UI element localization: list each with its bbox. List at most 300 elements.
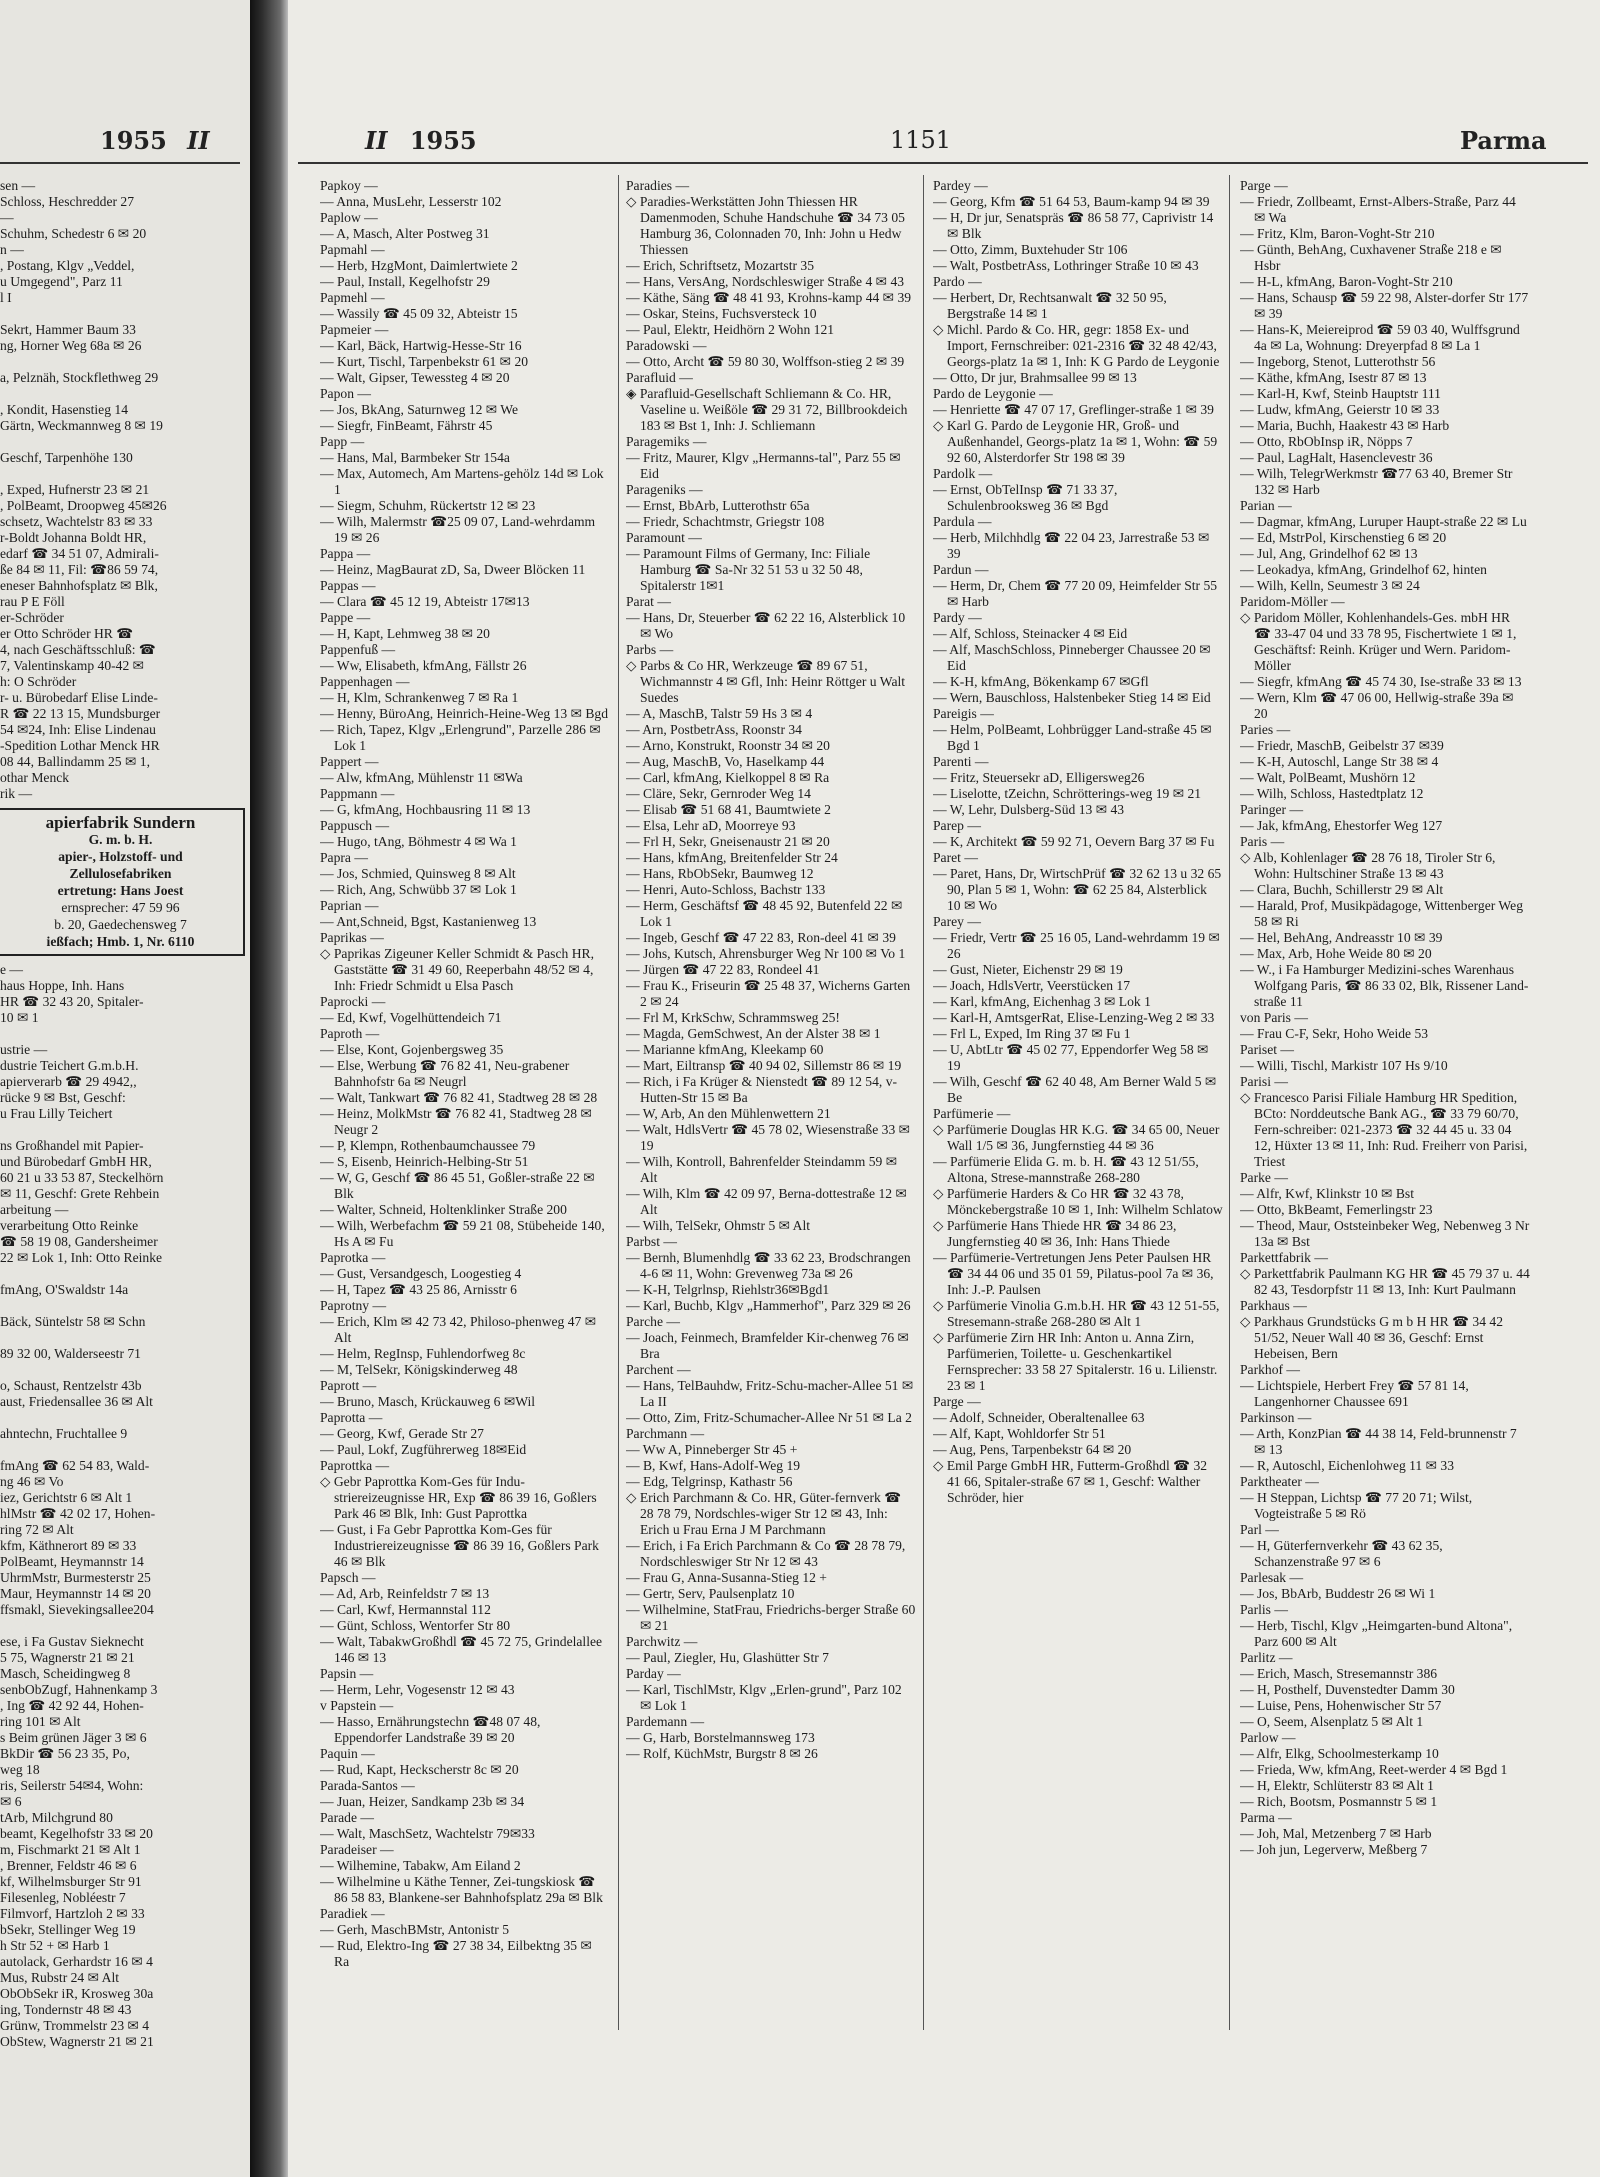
directory-entry: — H, Güterfernverkehr ☎ 43 62 35, Schanzenstraße 97 ✉ 6 <box>1240 1538 1443 1569</box>
directory-entry: — Helm, PolBeamt, Lohbrügger Land-straße 45 ✉ Bgd 1 <box>933 722 1212 753</box>
prev-page-line: 22 ✉ Lok 1, Inh: Otto Reinke <box>0 1250 163 1265</box>
directory-entry: — Joh jun, Legerverw, Meßberg 7 <box>1240 1842 1428 1857</box>
directory-entry: — P, Klempn, Rothenbaumchaussee 79 <box>320 1138 536 1153</box>
surname-heading: Papmehl — <box>320 290 385 305</box>
prev-page-line: , PolBeamt, Droopweg 45✉26 <box>0 498 167 513</box>
surname-heading: Parada-Santos — <box>320 1778 415 1793</box>
ad-line-7: b. 20, Gaedechensweg 7 <box>54 917 187 932</box>
prev-page-line: HR ☎ 32 43 20, Spitaler- <box>0 994 144 1009</box>
surname-heading: Parisi — <box>1240 1074 1288 1089</box>
column-separator <box>923 175 924 2030</box>
directory-entry: ◇ Francesco Parisi Filiale Hamburg HR Spedition, BCto: Norddeutsche Bank AG., ☎ 33 79 60/70, Fern-schreiber: 021-2373 ☎ 32 44 45 u. 33 04 12, Hüxter 13 ✉ 11, Inh: Rud. Freiherr von Parisi, Triest <box>1240 1090 1528 1169</box>
prev-page-line: ObObSekr iR, Krosweg 30a <box>0 1986 154 2001</box>
surname-heading: Paramount — <box>626 530 702 545</box>
prev-page-line <box>0 1330 245 1346</box>
prev-page-line: verarbeitung Otto Reinke <box>0 1218 139 1233</box>
surname-heading: Pardemann — <box>626 1714 705 1729</box>
surname-heading: Parbs — <box>626 642 674 657</box>
directory-entry: — Paul, Lokf, Zugführerweg 18✉Eid <box>320 1442 527 1457</box>
prev-page-line: Bäck, Süntelstr 58 ✉ Schn <box>0 1314 146 1329</box>
prev-page-line: ObStew, Wagnerstr 21 ✉ 21 <box>0 2034 154 2049</box>
prev-page-line: ße 84 ✉ 11, Fil: ☎86 59 74, <box>0 562 159 577</box>
prev-header-rule <box>0 162 240 164</box>
directory-entry: — Edg, Telgrinsp, Kathastr 56 <box>626 1474 793 1489</box>
directory-entry: — Walt, TabakwGroßhdl ☎ 45 72 75, Grindelallee 146 ✉ 13 <box>320 1634 603 1665</box>
directory-entry: — Juan, Heizer, Sandkamp 23b ✉ 34 <box>320 1794 525 1809</box>
prev-page-line: arbeitung — <box>0 1202 69 1217</box>
directory-entry: — A, MaschB, Talstr 59 Hs 3 ✉ 4 <box>626 706 813 721</box>
prev-header-year: 1955 <box>100 126 167 155</box>
directory-entry: — Elisab ☎ 51 68 41, Baumtwiete 2 <box>626 802 831 817</box>
directory-entry: — H, Dr jur, Senatspräs ☎ 86 58 77, Caprivistr 14 ✉ Blk <box>933 210 1214 241</box>
prev-page-line: o, Schaust, Rentzelstr 43b <box>0 1378 142 1393</box>
surname-heading: Parafluid — <box>626 370 693 385</box>
directory-entry: — Joach, HdlsVertr, Veerstücken 17 <box>933 978 1131 993</box>
surname-heading: Parkinson — <box>1240 1410 1312 1425</box>
directory-entry: — Heinz, MagBaurat zD, Sa, Dweer Blöcken 11 <box>320 562 586 577</box>
directory-entry: — Dagmar, kfmAng, Luruper Haupt-straße 22 ✉ Lu <box>1240 514 1527 529</box>
directory-entry: ◇ Michl. Pardo & Co. HR, gegr: 1858 Ex- und Import, Fernschreiber: 021-2316 ☎ 32 48 42/43, Georgs-platz 1a ✉ 1, Inh: K G Pardo de Leygonie <box>933 322 1220 369</box>
directory-entry: — Hans, Dr, Steuerber ☎ 62 22 16, Alsterblick 10 ✉ Wo <box>626 610 906 641</box>
directory-entry: — Carl, Kwf, Hermannstal 112 <box>320 1602 491 1617</box>
directory-entry: ◇ Parfümerie Vinolia G.m.b.H. HR ☎ 43 12 51-55, Stresemann-straße 268-280 ✉ Alt 1 <box>933 1298 1220 1329</box>
surname-heading: Pappusch — <box>320 818 390 833</box>
directory-entry: — K-H, kfmAng, Bökenkamp 67 ✉Gfl <box>933 674 1149 689</box>
directory-entry: — Friedr, Vertr ☎ 25 16 05, Land-wehrdamm 19 ✉ 26 <box>933 930 1220 961</box>
directory-entry: — K-H, Telgrlnsp, Riehlstr36✉Bgd1 <box>626 1282 830 1297</box>
surname-heading: Parke — <box>1240 1170 1288 1185</box>
surname-heading: Paret — <box>933 850 978 865</box>
prev-page-line: eneser Bahnhofsplatz ✉ Blk, <box>0 578 158 593</box>
directory-entry: — Siegfr, FinBeamt, Fährstr 45 <box>320 418 493 433</box>
directory-entry: — Paul, Install, Kegelhofstr 29 <box>320 274 490 289</box>
surname-heading: Parageniks — <box>626 482 703 497</box>
surname-heading: Paringer — <box>1240 802 1304 817</box>
directory-entry: — Friedr, MaschB, Geibelstr 37 ✉39 <box>1240 738 1444 753</box>
directory-entry: — Hans, TelBauhdw, Fritz-Schu-macher-Allee 51 ✉ La II <box>626 1378 914 1409</box>
directory-entry: — Anna, MusLehr, Lesserstr 102 <box>320 194 502 209</box>
prev-page-line: , Kondit, Hasenstieg 14 <box>0 402 128 417</box>
directory-entry: — Arno, Konstrukt, Roonstr 34 ✉ 20 <box>626 738 830 753</box>
surname-heading: Paries — <box>1240 722 1291 737</box>
directory-entry: — Otto, Dr jur, Brahmsallee 99 ✉ 13 <box>933 370 1137 385</box>
surname-heading: Parkhaus — <box>1240 1298 1307 1313</box>
column-separator <box>1229 175 1230 2030</box>
surname-heading: Parchwitz — <box>626 1634 698 1649</box>
directory-entry: — Wilhelmine, StatFrau, Friedrichs-berger Straße 60 ✉ 21 <box>626 1602 916 1633</box>
directory-entry: — S, Eisenb, Heinrich-Helbing-Str 51 <box>320 1154 529 1169</box>
directory-entry: — Kurt, Tischl, Tarpenbekstr 61 ✉ 20 <box>320 354 529 369</box>
directory-entry: — Otto, BkBeamt, Femerlingstr 23 <box>1240 1202 1433 1217</box>
directory-entry: — Wilh, Kelln, Seumestr 3 ✉ 24 <box>1240 578 1420 593</box>
directory-entry: — Joh, Mal, Metzenberg 7 ✉ Harb <box>1240 1826 1432 1841</box>
surname-heading: v Papstein — <box>320 1698 394 1713</box>
directory-entry: — Fritz, Klm, Baron-Voght-Str 210 <box>1240 226 1435 241</box>
directory-entry: — Leokadya, kfmAng, Grindelhof 62, hinten <box>1240 562 1487 577</box>
surname-heading: Paprotka — <box>320 1250 386 1265</box>
directory-entry: — Ingeborg, Stenot, Lutterothstr 56 <box>1240 354 1436 369</box>
surname-heading: Pappas — <box>320 578 376 593</box>
directory-entry: — Herm, Lehr, Vogesenstr 12 ✉ 43 <box>320 1682 515 1697</box>
surname-heading: Parat — <box>626 594 671 609</box>
prev-page-line: ns Großhandel mit Papier- <box>0 1138 144 1153</box>
directory-entry: — Bruno, Masch, Krückauweg 6 ✉Wil <box>320 1394 536 1409</box>
directory-entry: ◇ Paradies-Werkstätten John Thiessen HR Damenmoden, Schuhe Handschuhe ☎ 34 73 05 Hamburg 36, Colonnaden 70, Inh: John u Hedw Thiessen <box>626 194 905 257</box>
prev-page-line: ✉ 6 <box>0 1794 22 1809</box>
surname-heading: Parktheater — <box>1240 1474 1319 1489</box>
directory-entry: — Wilh, Kontroll, Bahrenfelder Steindamm 59 ✉ Alt <box>626 1154 898 1185</box>
surname-heading: Paplow — <box>320 210 378 225</box>
prev-page-line: Maur, Heymannstr 14 ✉ 20 <box>0 1586 151 1601</box>
directory-entry: — Walt, MaschSetz, Wachtelstr 79✉33 <box>320 1826 535 1841</box>
directory-entry: — Alfr, Elkg, Schoolmesterkamp 10 <box>1240 1746 1439 1761</box>
prev-page-line: 08 44, Ballindamm 25 ✉ 1, <box>0 754 150 769</box>
ad-line-3: apier-, Holzstoff- und <box>58 849 183 864</box>
prev-page-line: h Str 52 + ✉ Harb 1 <box>0 1938 110 1953</box>
prev-page-line: und Bürobedarf GmbH HR, <box>0 1154 152 1169</box>
directory-entry: — Herbert, Dr, Rechtsanwalt ☎ 32 50 95, Bergstraße 14 ✉ 1 <box>933 290 1167 321</box>
prev-page-line: , Exped, Hufnerstr 23 ✉ 21 <box>0 482 150 497</box>
directory-entry: — Mart, Eiltransp ☎ 40 94 02, Sillemstr 86 ✉ 19 <box>626 1058 902 1073</box>
prev-page-line <box>0 1122 245 1138</box>
directory-entry: — Hugo, tAng, Böhmestr 4 ✉ Wa 1 <box>320 834 517 849</box>
prev-page-line: Geschf, Tarpenhöhe 130 <box>0 450 133 465</box>
surname-heading: Parbst — <box>626 1234 677 1249</box>
directory-entry: ◇ Parfümerie Hans Thiede HR ☎ 34 86 23, Jungfernstieg 40 ✉ 36, Inh: Hans Thiede <box>933 1218 1177 1249</box>
directory-entry: — Rich, Tapez, Klgv „Erlengrund", Parzelle 286 ✉ Lok 1 <box>320 722 601 753</box>
prev-page-line: Mus, Rubstr 24 ✉ Alt <box>0 1970 120 1985</box>
surname-heading: Paradies — <box>626 178 690 193</box>
surname-heading: Paradiek — <box>320 1906 385 1921</box>
prev-page-line: 5 75, Wagnerstr 21 ✉ 21 <box>0 1650 135 1665</box>
directory-entry: — G, Harb, Borstelmannsweg 173 <box>626 1730 815 1745</box>
prev-page-line: — <box>0 210 14 225</box>
surname-heading: Paprikas — <box>320 930 384 945</box>
prev-page-line: ese, i Fa Gustav Sieknecht <box>0 1634 144 1649</box>
directory-entry: — Alf, Schloss, Steinacker 4 ✉ Eid <box>933 626 1128 641</box>
prev-page-line: -Spedition Lothar Menck HR <box>0 738 160 753</box>
surname-heading: Parl — <box>1240 1522 1279 1537</box>
directory-entry: — Clara, Buchh, Schillerstr 29 ✉ Alt <box>1240 882 1444 897</box>
prev-page-line: rau P E Föll <box>0 594 65 609</box>
ad-line-5: ertretung: Hans Joest <box>57 883 184 898</box>
directory-entry: ◇ Parbs & Co HR, Werkzeuge ☎ 89 67 51, Wichmannstr 4 ✉ Gfl, Inh: Heinr Röttger u Walt Suedes <box>626 658 906 705</box>
surname-heading: Parlitz — <box>1240 1650 1293 1665</box>
prev-page-line: dustrie Teichert G.m.b.H. <box>0 1058 139 1073</box>
surname-heading: Pardun — <box>933 562 989 577</box>
prev-page-line: 89 32 00, Walderseestr 71 <box>0 1346 141 1361</box>
prev-page-line: senbObZugf, Hahnenkamp 3 <box>0 1682 158 1697</box>
directory-entry: — Max, Arb, Hohe Weide 80 ✉ 20 <box>1240 946 1432 961</box>
directory-entry: — Herb, HzgMont, Daimlertwiete 2 <box>320 258 518 273</box>
prev-page-line: weg 18 <box>0 1762 40 1777</box>
directory-entry: — R, Autoschl, Eichenlohweg 11 ✉ 33 <box>1240 1458 1455 1473</box>
directory-entry: — Walt, PostbetrAss, Lothringer Straße 10 ✉ 43 <box>933 258 1199 273</box>
directory-entry: — Herb, Tischl, Klgv „Heimgarten-bund Altona", Parz 600 ✉ Alt <box>1240 1618 1513 1649</box>
directory-entry: — Rud, Kapt, Heckscherstr 8c ✉ 20 <box>320 1762 519 1777</box>
surname-heading: Paprott — <box>320 1378 377 1393</box>
header-year: 1955 <box>409 126 477 155</box>
prev-page-column <box>0 178 245 2138</box>
prev-page-line: PolBeamt, Heymannstr 14 <box>0 1554 144 1569</box>
prev-page-line: Schuhm, Schedestr 6 ✉ 20 <box>0 226 147 241</box>
directory-entry: — Karl, kfmAng, Eichenhag 3 ✉ Lok 1 <box>933 994 1151 1009</box>
directory-entry: — Erich, Masch, Stresemannstr 386 <box>1240 1666 1438 1681</box>
surname-heading: Pappert — <box>320 754 379 769</box>
directory-entry: — U, AbtLtr ☎ 45 02 77, Eppendorfer Weg 58 ✉ 19 <box>933 1042 1209 1073</box>
directory-entry: — Parfümerie Elida G. m. b. H. ☎ 43 12 51/55, Altona, Strese-mannstraße 268-280 <box>933 1154 1199 1185</box>
surname-heading: Pappenfuß — <box>320 642 396 657</box>
surname-heading: Pareigis — <box>933 706 994 721</box>
surname-heading: Papmeier — <box>320 322 389 337</box>
surname-heading: Pappe — <box>320 610 371 625</box>
prev-page-line: ☎ 58 19 08, Gandersheimer <box>0 1234 158 1249</box>
surname-heading: Parkettfabrik — <box>1240 1250 1328 1265</box>
directory-entry: — Jürgen ☎ 47 22 83, Rondeel 41 <box>626 962 820 977</box>
prev-page-line: h: O Schröder <box>0 674 77 689</box>
directory-entry: — Wilh, Malermstr ☎25 09 07, Land-wehrdamm 19 ✉ 26 <box>320 514 596 545</box>
prev-page-line: sen — <box>0 178 36 193</box>
prev-page-line: r-Boldt Johanna Boldt HR, <box>0 530 147 545</box>
surname-heading: Parlis — <box>1240 1602 1288 1617</box>
prev-page-line: 7, Valentinskamp 40-42 ✉ <box>0 658 145 673</box>
directory-entry: — Ingeb, Geschf ☎ 47 22 83, Ron-deel 41 ✉ 39 <box>626 930 896 945</box>
prev-page-line: m, Fischmarkt 21 ✉ Alt 1 <box>0 1842 141 1857</box>
prev-page-line: u Frau Lilly Teichert <box>0 1106 113 1121</box>
prev-page-line: ing, Tondernstr 48 ✉ 43 <box>0 2002 132 2017</box>
surname-heading: Pariset — <box>1240 1042 1294 1057</box>
directory-entry: — Ernst, ObTelInsp ☎ 71 33 37, Schulenbrooksweg 36 ✉ Bgd <box>933 482 1118 513</box>
directory-entry: ◇ Parfümerie Douglas HR K.G. ☎ 34 65 00, Neuer Wall 1/5 ✉ 36, Jungfernstieg 44 ✉ 36 <box>933 1122 1220 1153</box>
prev-page-line: schsetz, Wachtelstr 83 ✉ 33 <box>0 514 153 529</box>
prev-page-line: R ☎ 22 13 15, Mundsburger <box>0 706 161 721</box>
directory-entry: — Jos, Schmied, Quinsweg 8 ✉ Alt <box>320 866 516 881</box>
surname-heading: Paprian — <box>320 898 379 913</box>
directory-entry: — Wilh, Geschf ☎ 62 40 48, Am Berner Wald 5 ✉ Be <box>933 1074 1217 1105</box>
directory-entry: — M, TelSekr, Königskinderweg 48 <box>320 1362 518 1377</box>
directory-entry: — Siegfr, kfmAng ☎ 45 74 30, Ise-straße 33 ✉ 13 <box>1240 674 1522 689</box>
directory-entry: — Jos, BkAng, Saturnweg 12 ✉ We <box>320 402 519 417</box>
surname-heading: Parade — <box>320 1810 374 1825</box>
surname-heading: von Paris — <box>1240 1010 1308 1025</box>
surname-heading: Papsin — <box>320 1666 374 1681</box>
prev-page-line: Filesenleg, Nobléestr 7 <box>0 1890 126 1905</box>
directory-entry: — Gust, Nieter, Eichenstr 29 ✉ 19 <box>933 962 1123 977</box>
directory-entry: — Herm, Dr, Chem ☎ 77 20 09, Heimfelder Str 55 ✉ Harb <box>933 578 1218 609</box>
directory-entry: — Harald, Prof, Musikpädagoge, Wittenberger Weg 58 ✉ Ri <box>1240 898 1524 929</box>
directory-entry: — Hans, kfmAng, Breitenfelder Str 24 <box>626 850 838 865</box>
directory-entry: ◇ Karl G. Pardo de Leygonie HR, Groß- und Außenhandel, Georgs-platz 1a ✉ 1, Wohn: ☎ 59 92 60, Alsterdorfer Str 198 ✉ 39 <box>933 418 1218 465</box>
directory-entry: — Heinz, MolkMstr ☎ 76 82 41, Stadtweg 28 ✉ Neugr 2 <box>320 1106 592 1137</box>
prev-page-line: , Postang, Klgv „Veddel, <box>0 258 135 273</box>
prev-page-line <box>0 354 245 370</box>
directory-entry: — Arn, PostbetrAss, Roonstr 34 <box>626 722 802 737</box>
surname-heading: Parchent — <box>626 1362 691 1377</box>
prev-page-line: 10 ✉ 1 <box>0 1010 39 1025</box>
directory-entry: — Joach, Feinmech, Bramfelder Kir-chenweg 76 ✉ Bra <box>626 1330 909 1361</box>
ad-line-6: ernsprecher: 47 59 96 <box>61 900 180 915</box>
surname-heading: Papra — <box>320 850 368 865</box>
directory-entry: — Clara ☎ 45 12 19, Abteistr 17✉13 <box>320 594 530 609</box>
directory-entry: — H, Tapez ☎ 43 25 86, Arnisstr 6 <box>320 1282 517 1297</box>
directory-entry: — Gerh, MaschBMstr, Antonistr 5 <box>320 1922 510 1937</box>
directory-entry: — Wilh, TelSekr, Ohmstr 5 ✉ Alt <box>626 1218 811 1233</box>
surname-heading: Paprotta — <box>320 1410 383 1425</box>
directory-entry: — Georg, Kfm ☎ 51 64 53, Baum-kamp 94 ✉ 39 <box>933 194 1210 209</box>
directory-entry: — H, Klm, Schrankenweg 7 ✉ Ra 1 <box>320 690 519 705</box>
directory-entry: — Erich, Schriftsetz, Mozartstr 35 <box>626 258 814 273</box>
directory-entry: — Fritz, Steuersekr aD, Elligersweg26 <box>933 770 1145 785</box>
surname-heading: Parge — <box>933 1394 981 1409</box>
prev-page-line <box>0 306 245 322</box>
surname-heading: Pardolk — <box>933 466 993 481</box>
directory-entry: — Erich, Klm ✉ 42 73 42, Philoso-phenweg 47 ✉ Alt <box>320 1314 597 1345</box>
prev-page-line: er-Schröder <box>0 610 64 625</box>
directory-entry: — Luise, Pens, Hohenwischer Str 57 <box>1240 1698 1442 1713</box>
directory-entry: — Maria, Buchh, Haakestr 43 ✉ Harb <box>1240 418 1450 433</box>
directory-entry: — Herb, Milchhdlg ☎ 22 04 23, Jarrestraße 53 ✉ 39 <box>933 530 1210 561</box>
prev-page-line <box>0 434 245 450</box>
directory-page <box>290 0 1600 2177</box>
prev-page-line: a, Pelznäh, Stockflethweg 29 <box>0 370 159 385</box>
directory-entry: — Ww, Elisabeth, kfmAng, Fällstr 26 <box>320 658 527 673</box>
page-header-left <box>365 126 477 155</box>
surname-heading: Paproth — <box>320 1026 380 1041</box>
directory-entry: — Bernh, Blumenhdlg ☎ 33 62 23, Brodschrangen 4-6 ✉ 11, Wohn: Grevenweg 73a ✉ 26 <box>626 1250 911 1281</box>
directory-entry: — Henri, Auto-Schloss, Bachstr 133 <box>626 882 826 897</box>
prev-page-line: ng, Horner Weg 68a ✉ 26 <box>0 338 142 353</box>
directory-entry: — Ww A, Pinneberger Str 45 + <box>626 1442 798 1457</box>
directory-entry: — Otto, RbObInsp iR, Nöpps 7 <box>1240 434 1413 449</box>
directory-entry: — Frau G, Anna-Susanna-Stieg 12 + <box>626 1570 827 1585</box>
directory-entry: — Wern, Bauschloss, Halstenbeker Stieg 14 ✉ Eid <box>933 690 1211 705</box>
prev-page-line: BkDir ☎ 56 23 35, Po, <box>0 1746 130 1761</box>
surname-heading: Paradeiser — <box>320 1842 394 1857</box>
prev-page-line <box>0 1362 245 1378</box>
prev-page-line <box>0 1442 245 1458</box>
prev-page-line: e — <box>0 962 24 977</box>
directory-entry: — Walt, HdlsVertr ☎ 45 78 02, Wiesenstraße 33 ✉ 19 <box>626 1122 911 1153</box>
directory-entry: ◇ Parkettfabrik Paulmann KG HR ☎ 45 79 37 u. 44 82 43, Tesdorpfstr 11 ✉ 13, Inh: Kurt Paulmann <box>1240 1266 1530 1297</box>
directory-entry: — Wilh, Klm ☎ 42 09 97, Berna-dottestraße 12 ✉ Alt <box>626 1186 907 1217</box>
directory-entry: — Liselotte, tZeichn, Schrötterings-weg 19 ✉ 21 <box>933 786 1202 801</box>
directory-entry: — Frl L, Exped, Im Ring 37 ✉ Fu 1 <box>933 1026 1131 1041</box>
prev-page-line: Schloss, Heschredder 27 <box>0 194 135 209</box>
directory-entry: — Karl, Buchb, Klgv „Hammerhof", Parz 329 ✉ 26 <box>626 1298 911 1313</box>
surname-heading: Papkoy — <box>320 178 378 193</box>
directory-entry: — Frau C-F, Sekr, Hoho Weide 53 <box>1240 1026 1429 1041</box>
directory-entry: ◇ Erich Parchmann & Co. HR, Güter-fernverk ☎ 28 78 79, Nordschles-wiger Str 12 ✉ 43, Inh: Erich u Frau Erna J M Parchmann <box>626 1490 902 1537</box>
prev-page-line <box>0 1298 245 1314</box>
previous-page <box>0 0 250 2177</box>
prev-page-line: ris, Seilerstr 54✉4, Wohn: <box>0 1778 144 1793</box>
directory-entry: — Jak, kfmAng, Ehestorfer Weg 127 <box>1240 818 1443 833</box>
directory-entry: — Lichtspiele, Herbert Frey ☎ 57 81 14, Langenhorner Chaussee 691 <box>1240 1378 1469 1409</box>
prev-page-line: l I <box>0 290 12 305</box>
surname-heading: Parma — <box>1240 1810 1292 1825</box>
directory-entry: — G, kfmAng, Hochbausring 11 ✉ 13 <box>320 802 531 817</box>
directory-entry: — Käthe, kfmAng, Isestr 87 ✉ 13 <box>1240 370 1427 385</box>
directory-entry: — Paul, Elektr, Heidhörn 2 Wohn 121 <box>626 322 835 337</box>
surname-heading: Parfümerie — <box>933 1106 1011 1121</box>
surname-heading: Parge — <box>1240 178 1288 193</box>
surname-heading: Parenti — <box>933 754 989 769</box>
prev-page-line: Sekrt, Hammer Baum 33 <box>0 322 136 337</box>
directory-entry: — Aug, Pens, Tarpenbekstr 64 ✉ 20 <box>933 1442 1132 1457</box>
prev-page-line: ring 101 ✉ Alt <box>0 1714 81 1729</box>
prev-page-line: fmAng ☎ 62 54 83, Wald- <box>0 1458 150 1473</box>
prev-page-line: 4, nach Geschäftsschluß: ☎ <box>0 642 156 657</box>
directory-entry: — Ernst, BbArb, Lutterothstr 65a <box>626 498 810 513</box>
surname-heading: Pardo de Leygonie — <box>933 386 1053 401</box>
directory-entry: — Alf, MaschSchloss, Pinneberger Chaussee 20 ✉ Eid <box>933 642 1211 673</box>
prev-page-line <box>0 1410 245 1426</box>
directory-entry: — Wilh, TelegrWerkmstr ☎77 63 40, Bremer Str 132 ✉ Harb <box>1240 466 1513 497</box>
prev-page-line <box>0 1026 245 1042</box>
directory-entry: — Adolf, Schneider, Oberaltenallee 63 <box>933 1410 1145 1425</box>
directory-entry: — Alfr, Kwf, Klinkstr 10 ✉ Bst <box>1240 1186 1414 1201</box>
column-4 <box>1240 178 1530 2138</box>
surname-heading: Paquin — <box>320 1746 375 1761</box>
prev-page-line: ustrie — <box>0 1042 48 1057</box>
directory-entry: — Magda, GemSchwest, An der Alster 38 ✉ 1 <box>626 1026 881 1041</box>
prev-page-line: ahntechn, Fruchtallee 9 <box>0 1426 128 1441</box>
surname-heading: Parey — <box>933 914 981 929</box>
directory-entry: — Georg, Kwf, Gerade Str 27 <box>320 1426 484 1441</box>
column-1 <box>320 178 610 2138</box>
prev-lines-block-2 <box>0 962 245 2050</box>
directory-entry: — Günt, Schloss, Wentorfer Str 80 <box>320 1618 511 1633</box>
column-separator <box>618 175 619 2030</box>
prev-page-line: Gärtn, Weckmannweg 8 ✉ 19 <box>0 418 163 433</box>
prev-page-line: haus Hoppe, Inh. Hans <box>0 978 125 993</box>
directory-entry: — Walt, Gipser, Tewessteg 4 ✉ 20 <box>320 370 510 385</box>
directory-entry: — Wilh, Schloss, Hastedtplatz 12 <box>1240 786 1424 801</box>
surname-heading: Paridom-Möller — <box>1240 594 1345 609</box>
surname-heading: Pardula — <box>933 514 992 529</box>
directory-entry: — Rolf, KüchMstr, Burgstr 8 ✉ 26 <box>626 1746 818 1761</box>
surname-heading: Paragemiks — <box>626 434 707 449</box>
directory-entry: — Käthe, Säng ☎ 48 41 93, Krohns-kamp 44 ✉ 39 <box>626 290 912 305</box>
ad-line-4: Zellulosefabriken <box>69 866 172 881</box>
running-head: Parma <box>1460 126 1547 155</box>
directory-entry: — Fritz, Maurer, Klgv „Hermanns-tal", Parz 55 ✉ Eid <box>626 450 901 481</box>
prev-page-advertisement <box>0 808 245 956</box>
directory-entry: ◇ Paridom Möller, Kohlenhandels-Ges. mbH HR ☎ 33-47 04 und 33 78 95, Fischertwiete 1 ✉ 1, Geschäftsf: Reinh. Krüger und Wern. Paridom-Möller <box>1240 610 1517 673</box>
book-gutter <box>250 0 288 2177</box>
prev-page-line: ✉ 11, Geschf: Grete Rehbein <box>0 1186 160 1201</box>
directory-entry: — Friedr, Zollbeamt, Ernst-Albers-Straße, Parz 44 ✉ Wa <box>1240 194 1516 225</box>
directory-entry: — Paul, LagHalt, Hasenclevestr 36 <box>1240 450 1433 465</box>
directory-entry: — Alf, Kapt, Wohldorfer Str 51 <box>933 1426 1106 1441</box>
directory-entry: — Walter, Schneid, Holtenklinker Straße 200 <box>320 1202 567 1217</box>
directory-entry: — Hans, RbObSekr, Baumweg 12 <box>626 866 814 881</box>
surname-heading: Paprotny — <box>320 1298 387 1313</box>
directory-entry: — Willi, Tischl, Markistr 107 Hs 9/10 <box>1240 1058 1448 1073</box>
directory-entry: — Walt, PolBeamt, Mushörn 12 <box>1240 770 1416 785</box>
directory-entry: — Ed, Kwf, Vogelhüttendeich 71 <box>320 1010 502 1025</box>
directory-entry: — Frl H, Sekr, Gneisenaustr 21 ✉ 20 <box>626 834 830 849</box>
directory-entry: ◇ Parkhaus Grundstücks G m b H HR ☎ 34 42 51/52, Neuer Wall 40 ✉ 36, Geschf: Ernst Hebeisen, Bern <box>1240 1314 1504 1361</box>
ad-line-1: apierfabrik Sundern <box>45 813 196 832</box>
directory-entry: — Jul, Ang, Grindelhof 62 ✉ 13 <box>1240 546 1418 561</box>
directory-entry: — Gust, Versandgesch, Loogestieg 4 <box>320 1266 522 1281</box>
directory-entry: ◇ Emil Parge GmbH HR, Futterm-Großhdl ☎ 32 41 66, Spitaler-straße 67 ✉ 1, Geschf: Walther Schröder, hier <box>933 1458 1208 1505</box>
directory-entry: ◇ Parfümerie Zirn HR Inh: Anton u. Anna Zirn, Parfümerien, Toilette- u. Geschenkartikel Fernsprecher: 33 58 27 Spitalerstr. 16 u. Lilienstr. 23 ✉ 1 <box>933 1330 1218 1393</box>
directory-entry: — Ed, MstrPol, Kirschenstieg 6 ✉ 20 <box>1240 530 1447 545</box>
prev-page-line: othar Menck <box>0 770 70 785</box>
directory-entry: — Henriette ☎ 47 07 17, Greflinger-straße 1 ✉ 39 <box>933 402 1214 417</box>
